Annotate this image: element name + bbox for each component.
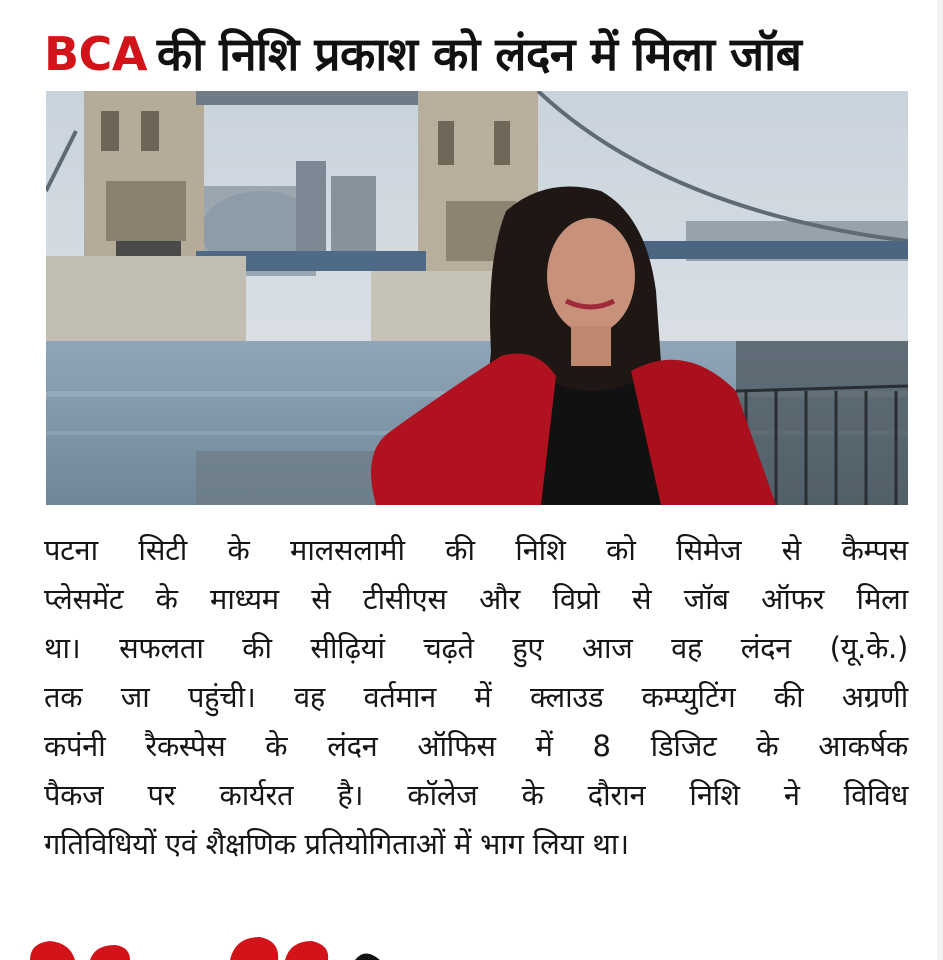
cutoff-glyphs (20, 935, 440, 960)
body-line-5: कपंनी रैकस्पेस के लंदन ऑफिस में 8 डिजिट के आकर्षक (44, 729, 908, 763)
next-headline-cutoff (20, 935, 440, 960)
body-line-1: पटना सिटी के मालसलामी की निशि को सिमेज से कैम्पस (44, 533, 908, 567)
headline-tag: BCA (44, 27, 147, 81)
page-edge (937, 0, 943, 960)
photo-illustration (46, 91, 908, 505)
headline (44, 22, 904, 86)
article-body (44, 526, 908, 869)
article-photo (46, 91, 908, 505)
body-line-7: गतिविधियों एवं शैक्षणिक प्रतियोगिताओं में भाग लिया था। (44, 827, 629, 861)
headline-text: की निशि प्रकाश को लंदन में मिला जॉब (156, 27, 802, 81)
body-line-2: प्लेसमेंट के माध्यम से टीसीएस और विप्रो से जॉब ऑफर मिला (44, 582, 908, 616)
body-line-3: था। सफलता की सीढ़ियां चढ़ते हुए आज वह लंदन (यू.के.) (44, 631, 908, 665)
body-line-6: पैकज पर कार्यरत है। कॉलेज के दौरान निशि ने विविध (44, 778, 908, 812)
body-line-4: तक जा पहुंची। वह वर्तमान में क्लाउड कम्प्युटिंग की अग्रणी (44, 680, 908, 714)
